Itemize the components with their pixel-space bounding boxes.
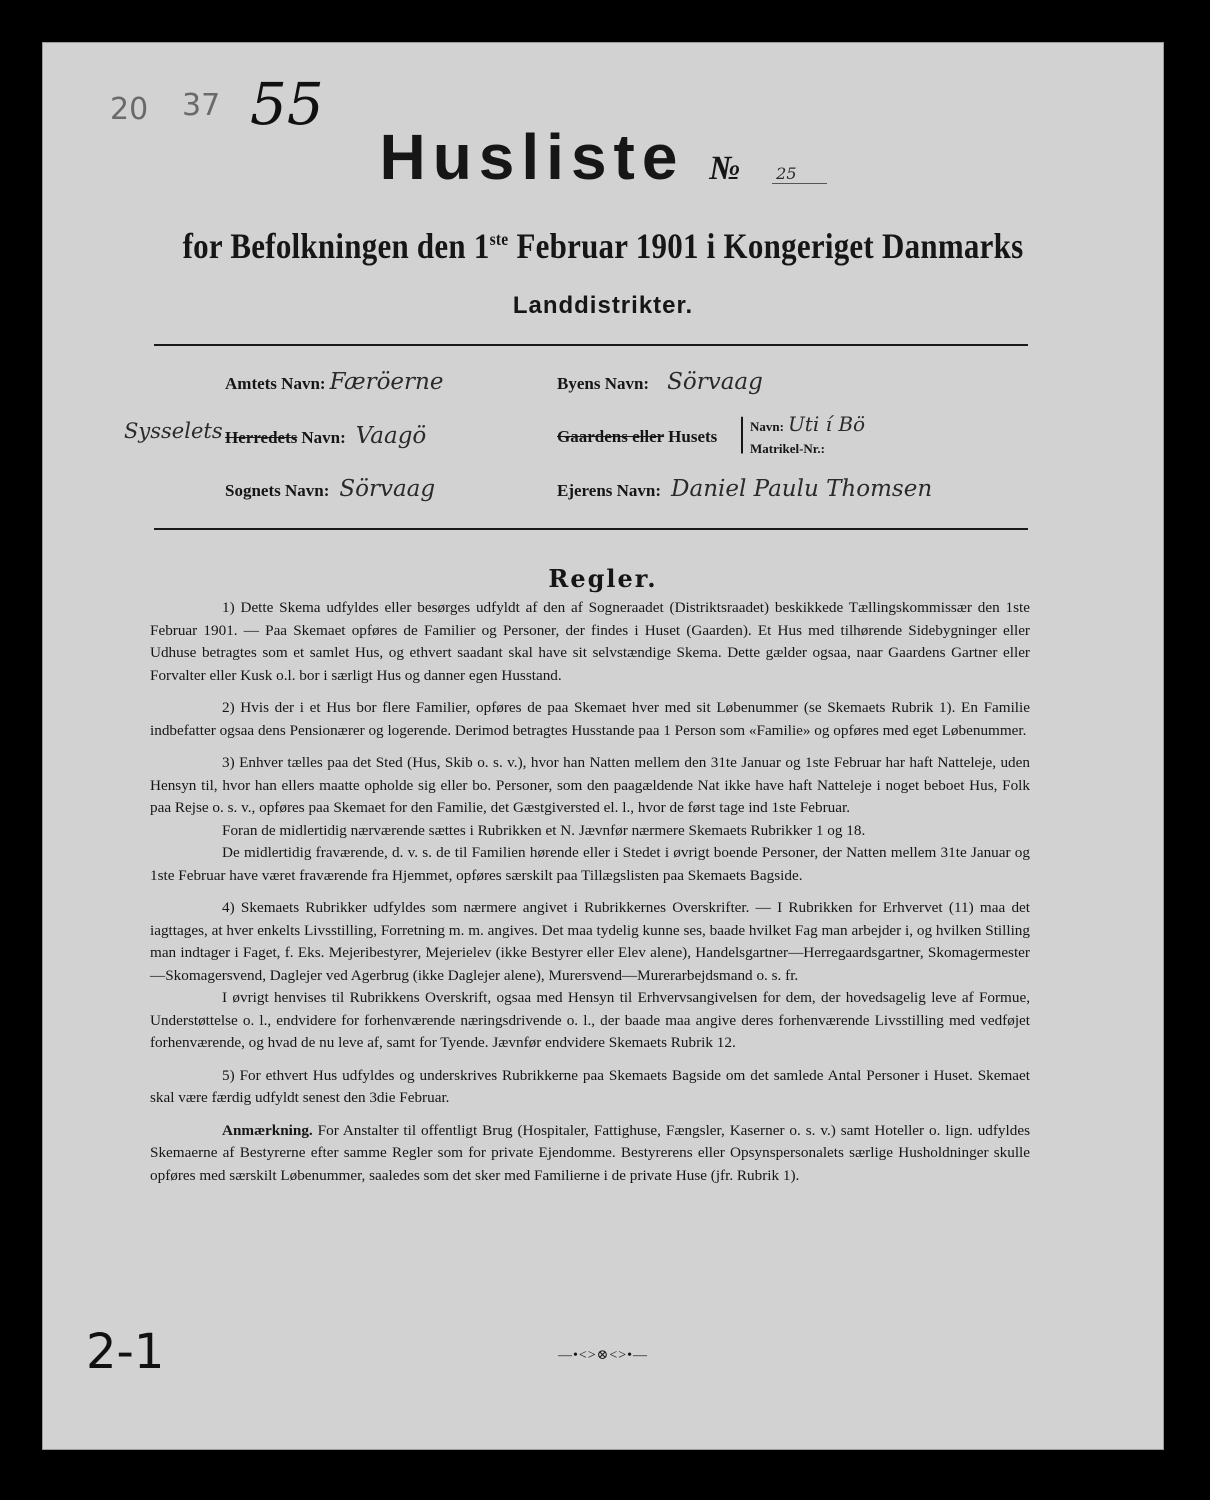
census-form-page: [42, 42, 1164, 1450]
sogn-value: Sörvaag: [339, 476, 436, 502]
navn-value: Uti í Bö: [787, 412, 866, 436]
ejer-field: [557, 476, 932, 502]
subtitle-post: Februar 1901 i Kongeriget Danmarks: [508, 226, 1024, 266]
herred-field: [225, 423, 426, 449]
rule-5: 5) For ethvert Hus udfyldes og underskrives Rubrikkerne paa Skemaets Bagside om det samlede Antal Personer i Huset. Skemaet skal være færdig udfyldt senest den 3die Februar.: [150, 1066, 1030, 1106]
brace: |: [738, 409, 747, 454]
district-heading: Landdistrikter.: [512, 292, 694, 319]
herred-label: Navn:: [301, 428, 346, 447]
subtitle: [121, 225, 1086, 267]
gaard-field: [557, 427, 717, 447]
rule-1: 1) Dette Skema udfyldes eller besørges udfyldt af den af Sogneraadet (Distriktsraadet) beskikkede Tællingskommissær den 1ste Februar 1901. — Paa Skemaet opføres de Familier og Personer, der findes i Huset (Gaarden). Et Hus med tilhørende Sidebygninger eller Udhuse betragtes som et samlet Hus, og ethvert saadant skal have sit selvstændige Skema. Dette gælder ogsaa, naar Gaardens Gartner eller Forvalter eller Kusk o.l. bor i særligt Hus og danner egen Husstand.: [150, 599, 1030, 684]
number-label: №: [709, 150, 748, 187]
rules-text: [150, 597, 1030, 1197]
matrikel-field: [750, 440, 825, 458]
rules-heading: Regler.: [548, 564, 658, 593]
gaard-label: Husets: [668, 427, 718, 446]
sogn-field: [225, 476, 435, 502]
rule-3: 3) Enhver tælles paa det Sted (Hus, Skib o. s. v.), hvor han Natten mellem den 31te Januar og 1ste Februar har haft Natteleje, uden Hensyn til, hvor han ellers maatte opholde sig eller bo. Personer, som den paagældende Nat ikke have haft Natteleje i noget beboet Hus, Folk paa Rejse o. s. v., opføres paa Skemaet for den Familie, det Gæstgiversted el. l., hvor de først tage ind 1ste Februar.: [150, 754, 1030, 816]
top-rule: [154, 344, 1028, 346]
rule-2: 2) Hvis der i et Hus bor flere Familier, opføres de paa Skemaet hver med sit Løbenummer (se Skemaets Rubrik 1). En Familie indbefatter ogsaa dens Pensionærer og logerende. Derimod betragtes Husstande paa 1 Person som «Familie» og opføres med eget Løbenummer.: [150, 699, 1030, 739]
title-text: Husliste: [379, 121, 685, 193]
rule-4b: I øvrigt henvises til Rubrikkens Overskrift, ogsaa med Hensyn til Erhvervsangivelsen for dem, der hovedsagelig leve af Formue, Understøttelse o. l., endvidere for forhenværende næringsdrivende o. l., der baade maa angive deres forhenværende Livsstilling med vedføjet forhenværende, og hvad de nu leve af, samt for Tyende. Jævnfør endvidere Skemaets Rubrik 12.: [150, 989, 1030, 1051]
rule-3b: Foran de midlertidig nærværende sættes i Rubrikken et N. Jævnfør nærmere Skemaets Rubrikker 1 og 18.: [222, 821, 866, 839]
pencil-mark-20: 20: [110, 92, 149, 127]
note: [150, 1120, 1030, 1188]
navn-label: Navn:: [750, 419, 784, 434]
ornament-divider: —•<>⊗<>•—: [557, 1348, 649, 1363]
pencil-mark-37: 37: [182, 88, 221, 123]
middle-rule: [154, 528, 1028, 530]
gaard-label-struck: Gaardens eller: [557, 427, 665, 446]
sogn-label: Sognets Navn:: [225, 481, 330, 500]
margin-mark: 2-1: [86, 1324, 165, 1380]
house-name-field: [750, 412, 865, 436]
herred-label-struck: Herredets: [225, 428, 298, 447]
ejer-value: Daniel Paulu Thomsen: [671, 476, 933, 502]
amt-field: [225, 369, 443, 395]
list-number: 25: [772, 164, 826, 184]
amt-label: Amtets Navn:: [225, 374, 326, 393]
herred-value: Vaagö: [355, 423, 427, 449]
byen-value: Sörvaag: [667, 369, 763, 395]
note-label: Anmærkning.: [222, 1121, 313, 1139]
byen-field: [557, 369, 763, 395]
ink-mark-55: 55: [250, 70, 324, 138]
byen-label: Byens Navn:: [557, 374, 650, 393]
matrikel-label: Matrikel-Nr.:: [750, 441, 825, 456]
page-title: [42, 120, 1164, 194]
sysselets-handwritten: Sysselets: [124, 419, 223, 443]
subtitle-sup: ste: [489, 229, 509, 249]
note-text: For Anstalter til offentligt Brug (Hospitaler, Fattighuse, Fængsler, Kaserner o. s. v.) samt Hoteller o. lign. udfyldes Skemaerne af Bestyrerne efter samme Regler som for private Ejendomme. Bestyrerens eller Opsynspersonalets særlige Husholdninger skulle opføres med særskilt Løbenummer, saaledes som det sker med Familierne i de private Huse (jfr. Rubrik 1).: [150, 1121, 1030, 1184]
ejer-label: Ejerens Navn:: [557, 481, 662, 500]
amt-value: Færöerne: [329, 369, 444, 395]
subtitle-pre: for Befolkningen den 1: [182, 226, 490, 266]
rule-4: 4) Skemaets Rubrikker udfyldes som nærmere angivet i Rubrikkernes Overskrifter. — I Rubrikken for Erhvervet (11) maa det iagttages, at hver enkelts Livsstilling, Forretning m. m. angives. Det maa tydelig kunne ses, baade hvilket Fag man arbejder i, og hvilken Stilling man indtager i Faget, f. Eks. Mejeribestyrer, Mejerielev (ikke Bestyrer eller Elev alene), Handelsgartner—Herregaardsgartner, Skomagermester—Skomagersvend, Daglejer ved Agerbrug (ikke Daglejer alene), Murersvend—Murerarbejdsmand o. s. fr.: [150, 899, 1030, 984]
rule-3c: De midlertidig fraværende, d. v. s. de til Familien hørende eller i Stedet i øvrigt boende Personer, der Natten mellem 31te Januar og 1ste Februar have været fraværende fra Hjemmet, opføres særskilt paa Tillægslisten paa Skemaets Bagside.: [150, 844, 1030, 884]
